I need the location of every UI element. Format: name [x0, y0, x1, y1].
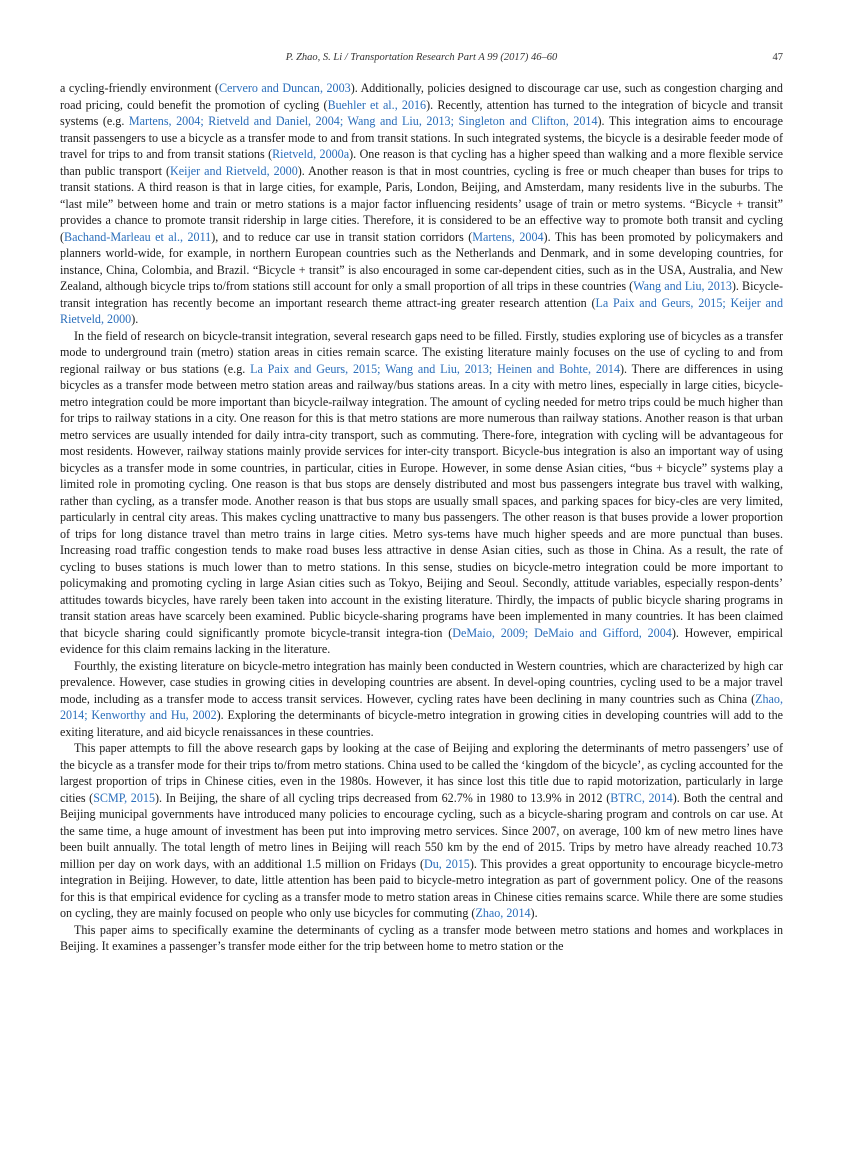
body-text-run: ). Recently, attention has turned to the integration of bicycle and transit systems (e.g. — [60, 97, 783, 128]
paragraph — [60, 328, 783, 658]
citation-link[interactable]: La Paix and Geurs, 2015; Keijer and Rietveld, 2000 — [60, 295, 783, 326]
body-text-run: ). There are differences in using bicycles as a transfer mode between metro station areas and railway/bus stations areas. In a city with metro lines, especially in large cities, bicycle-metro integration could be more important than bicycle-railway integration. The amount of cycling needed for metro trips could be much higher than for trips to railway stations in a city. One reason for this is that metro stations are more numerous than railway stations. Another reason is that urban metro services are usually intended for daily intra-city transport, such as commuting. There-fore, integration with cycling will be advantageous for most residents. However, railway stations mainly provide services for inter-city transport. Bicycle-bus integration is also an important way of using bicycles as a transfer mode in some countries, in particular, cities in Europe. However, in some dense Asian cities, “bus + bicycle” systems play a limited role in promoting cycling. One reason is that bus stops are densely distributed and most bus passengers integrate bus travel with walking, rather than cycling, as a transfer mode. Another reason is that bus stops are usually small spaces, and parking spaces for bicy-cles are very limited, particularly in central city areas. This makes cycling unattractive to many bus passengers. The other reason is that buses provide a lower proportion of trips for long distance travel than metro trains in large cities. Metro sys-tems have much higher speeds and are more punctual than buses. Increasing road traffic congestion tends to make road buses less attractive in dense Asian cities, such as those in China. As a result, the rate of cycling to buses stations is much lower than to metro stations. In this sense, studies on bicycle-metro integration could be more important to policymaking and promoting cycling in large Asian cities such as Tokyo, Beijing and Seoul. Secondly, attitude variables, especially respon-dents’ attitudes towards bicycles, have rarely been taken into account in the existing literature. Thirdly, the impacts of public bicycle sharing programs in transit station areas have scarcely been examined. Public bicycle-sharing programs have been implemented in many countries. It has been claimed that bicycle sharing could significantly promote bicycle-transit integra-tion ( — [60, 361, 783, 640]
body-text-run: This paper aims to specifically examine the determinants of cycling as a transfer mode between metro stations and homes and workplaces in Beijing. It examines a passenger’s transfer mode either for the trip between home to metro station or the — [60, 922, 783, 953]
running-head-title: P. Zhao, S. Li / Transportation Research Part A 99 (2017) 46–60 — [285, 52, 558, 63]
body-text-run: ). This has been promoted by policymakers and planners world-wide, for example, in northern European countries such as the Netherlands and Denmark, and in some developing countries, for instance, China, Colombia, and Brazil. “Bicycle + transit” is also encouraged in some car-dependent cities, such as in the USA, Australia, and New Zealand, although bicycle trips to/from stations still account for only a small proportion of all trips in these countries ( — [60, 229, 783, 293]
page-number: 47 — [772, 52, 783, 63]
body-text-run: ). — [131, 312, 139, 326]
body-text-run: a cycling-friendly environment ( — [60, 81, 219, 95]
body-text-run: ). Bicycle-transit integration has recently become an important research theme attract-ing greater research attention ( — [60, 279, 783, 310]
body-text-run: ). — [530, 906, 538, 920]
body-text-run: ). However, empirical evidence for this claim remains lacking in the literature. — [60, 625, 783, 656]
body-text-run: ). Additionally, policies designed to discourage car use, such as congestion charging and road pricing, could benefit the promotion of cycling ( — [60, 81, 783, 112]
body-text-run: Fourthly, the existing literature on bicycle-metro integration has mainly been conducted in Western countries, which are characterized by high car prevalence. However, case studies in growing cities in developing countries are absent. In devel-oping countries, cycling used to be a major travel mode, including as a transfer mode to access transit services. However, cycling rates have been declining in many countries such as China ( — [60, 658, 783, 706]
citation-link[interactable]: DeMaio, 2009; DeMaio and Gifford, 2004 — [452, 625, 672, 640]
citation-link[interactable]: Wang and Liu, 2013 — [633, 279, 732, 293]
paragraph — [60, 922, 783, 955]
body-text-run: ). This provides a great opportunity to encourage bicycle-metro integration in Beijing. However, to date, little attention has been paid to bicycle-metro integration as part of government policy. One of the reasons for this is that empirical evidence for cycling as a transfer mode to metro station areas in Chinese cities remains scarce. While there are some studies on cycling, they are mainly focused on people who only use bicycles for commuting ( — [60, 856, 783, 920]
body-text-run: ). In Beijing, the share of all cycling trips decreased from 62.7% in 1980 to 13.9% in 2012 ( — [155, 790, 611, 805]
citation-link[interactable]: Keijer and Rietveld, 2000 — [169, 163, 298, 178]
citation-link[interactable]: SCMP, 2015 — [93, 790, 155, 805]
running-head — [60, 52, 783, 68]
citation-link[interactable]: Zhao, 2014; Kenworthy and Hu, 2002 — [60, 691, 783, 722]
body-text-run: In the field of research on bicycle-transit integration, several research gaps need to be filled. Firstly, studies exploring use of bicycles as a transfer mode to underground train (metro) station areas in cities remain scarce. The existing literature mainly focuses on the use of cycling to and from regional railway or bus stations (e.g. — [60, 328, 783, 376]
body-text-run: ). This integration aims to encourage transit passengers to use a bicycle as a transfer mode to and from transit stations. In such integrated systems, the bicycle is a desirable feeder mode of travel for trips to and from transit stations ( — [60, 114, 783, 161]
citation-link[interactable]: Cervero and Duncan, 2003 — [218, 81, 351, 95]
citation-link[interactable]: Du, 2015 — [424, 856, 470, 871]
body-text-run: ). Exploring the determinants of bicycle-metro integration in growing cities in developing countries will add to the exiting literature, and aid bicycle renaissances in these countries. — [60, 708, 783, 739]
citation-link[interactable]: Rietveld, 2000a — [272, 147, 350, 161]
citation-link[interactable]: Bachand-Marleau et al., 2011 — [64, 229, 212, 244]
body-text-run: ). Another reason is that in most countries, cycling is free or much cheaper than buses for trips to transit stations. A third reason is that in large cities, for example, Paris, London, Beijing, and Amsterdam, many residents live in the suburbs. The “last mile” between home and train or metro stations is a major factor influencing residents’ usage of train or metro systems. “Bicycle + transit” provides a chance to promote transit ridership in large cities. Therefore, it is considered to be an effective way to promote both transit and cycling ( — [60, 163, 784, 244]
citation-link[interactable]: BTRC, 2014 — [610, 790, 673, 805]
citation-link[interactable]: Buehler et al., 2016 — [327, 97, 427, 112]
body-text-run: ), and to reduce car use in transit station corridors ( — [211, 229, 473, 244]
citation-link[interactable]: Zhao, 2014 — [475, 906, 531, 920]
article-body — [60, 80, 783, 955]
body-text-run: This paper attempts to fill the above research gaps by looking at the case of Beijing and exploring the determinants of metro passengers’ use of the bicycle as a transfer mode for their trips to/from metro stations. China used to be called the ‘kingdom of the bicycle’, as cycling accounted for the largest proportion of trips in Chinese cities, even in the 1980s. However, it has since lost this title due to rapid motorization, particularly in large cities ( — [60, 741, 783, 805]
citation-link[interactable]: Martens, 2004 — [472, 229, 544, 244]
paragraph — [60, 80, 783, 328]
paragraph — [60, 658, 783, 741]
body-text-run: ). Both the central and Beijing municipal governments have introduced many policies to encourage cycling, such as a bicycle-sharing program and controls on car use. At the same time, a huge amount of investment has been put into improving metro services. Since 2007, on average, 100 km of new metro lines have been built annually. The total length of metro lines in Beijing will reach 550 km by the end of 2015. Trips by metro have already reached 10.73 million per day on work days, with an additional 1.5 million on Fridays ( — [60, 790, 783, 871]
body-text-run: ). One reason is that cycling has a higher speed than walking and a more flexible service than public transport ( — [60, 147, 783, 178]
citation-link[interactable]: La Paix and Geurs, 2015; Wang and Liu, 2013; Heinen and Bohte, 2014 — [250, 361, 621, 376]
paragraph — [60, 740, 783, 922]
citation-link[interactable]: Martens, 2004; Rietveld and Daniel, 2004; Wang and Liu, 2013; Singleton and Clifton, 2014 — [128, 114, 598, 128]
